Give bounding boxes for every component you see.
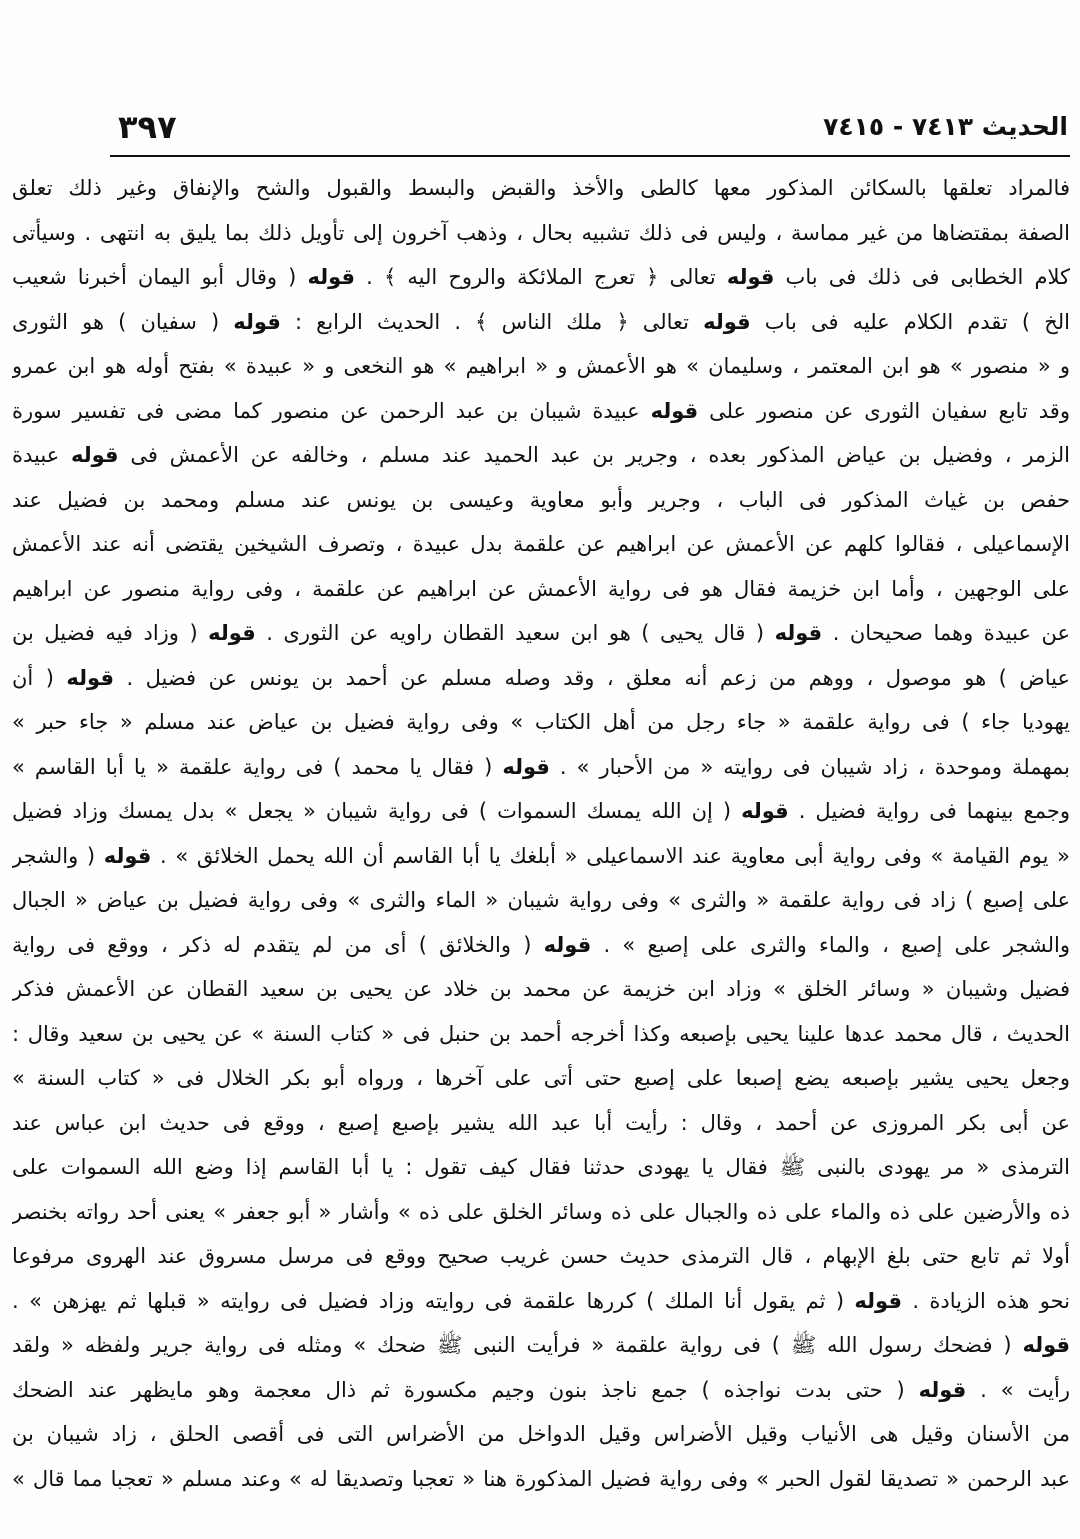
keyword-qawluhu: قوله [307,265,356,289]
keyword-qawluhu: قوله [854,1288,902,1313]
keyword-qawluhu: قوله [543,932,592,957]
keyword-qawluhu: قوله [1022,1333,1070,1357]
text-line: وجمع بينهما فى رواية فضيل . قوله ( إن الله يمسك السموات ) فى رواية شيبان « يجعل » بدل يمسك وزاد فضيل [12,799,1070,823]
page-number: ٣٩٧ [118,108,177,146]
text-line: عن أبى بكر المروزى عن أحمد ، وقال : رأيت أبا عبد الله يشير بإصبع إصبع ، ووقع فى حديث ابن عباس عند [12,1110,1070,1135]
text-line: نحو هذه الزيادة . قوله ( ثم يقول أنا الملك ) كررها علقمة فى روايته وزاد فضيل فى روايته « قبلها ثم يهزهن » . [12,1288,1070,1313]
text-line: على الوجهين ، وأما ابن خزيمة فقال هو فى رواية الأعمش عن ابراهيم عن علقمة ، وفى رواية منصور عن ابراهيم [12,576,1070,601]
header-divider [110,155,1070,157]
keyword-qawluhu: قوله [726,265,775,289]
text-line: كلام الخطابى فى ذلك فى باب قوله تعالى ﴿ تعرج الملائكة والروح اليه ﴾ . قوله ( وقال أبو اليمان أخبرنا شعيب [12,265,1070,289]
text-line: الخ ) تقدم الكلام عليه فى باب قوله تعالى ﴿ ملك الناس ﴾ . الحديث الرابع : قوله ( سفيان ) هو الثورى [12,309,1070,334]
keyword-qawluhu: قوله [918,1377,967,1402]
text-line: فضيل وشيبان « وسائر الخلق » وزاد ابن خزيمة عن محمد بن خلاد عن يحيى بن سعيد القطان عن الأعمش فذكر [12,977,1070,1001]
text-line: عن عبيدة وهما صحيحان . قوله ( قال يحيى ) هو ابن سعيد القطان راويه عن الثورى . قوله ( وزاد فيه فضيل بن [12,621,1070,645]
text-line: وقد تابع سفيان الثورى عن منصور على قوله عبيدة شيبان بن عبد الرحمن عن منصور كما مضى فى تفسير سورة [12,398,1070,423]
keyword-qawluhu: قوله [741,799,789,823]
text-line: قوله ( فضحك رسول الله ﷺ ) فى رواية علقمة « فرأيت النبى ﷺ ضحك » ومثله فى رواية جرير ولفظه « ولقد [12,1333,1070,1357]
text-line: الزمر ، وفضيل بن عياض المذكور بعده ، وجرير بن عبد الحميد عند مسلم ، وخالفه عن الأعمش فى قوله عبيدة [12,443,1070,467]
keyword-qawluhu: قوله [502,754,550,779]
text-line: و « منصور » هو ابن المعتمر ، وسليمان » هو الأعمش و « ابراهيم » هو النخعى و « عبيدة » بفتح أوله هو ابن عمرو [12,354,1070,378]
text-line: الصفة بمقتضاها من غير مماسة ، وليس فى ذلك تشبيه بحال ، وذهب آخرون إلى تأويل ذلك بما يليق به انتهى . وسيأتى [12,220,1070,245]
text-line: حفص بن غياث المذكور فى الباب ، وجرير وأبو معاوية وعيسى بن يونس عند مسلم ومحمد بن فضيل عند [12,487,1070,512]
keyword-qawluhu: قوله [650,398,699,423]
text-line: الإسماعيلى ، فقالوا كلهم عن الأعمش عن ابراهيم عن علقمة بدل عبيدة ، وتصرف الشيخين يقتضى أنه عند الأعمش [12,532,1070,556]
text-line: بمهملة وموحدة ، زاد شيبان فى روايته « من الأحبار » . قوله ( فقال يا محمد ) فى رواية علقمة « يا أبا القاسم » [12,754,1070,779]
page-header [110,108,1068,152]
keyword-qawluhu: قوله [233,309,281,334]
text-line: يهوديا جاء ) فى رواية علقمة « جاء رجل من أهل الكتاب » وفى رواية فضيل بن عياض عند مسلم « جاء حبر » [12,710,1070,734]
keyword-qawluhu: قوله [71,443,119,467]
text-line: من الأسنان وقيل هى الأنياب وقيل الأضراس وقيل الدواخل من الأضراس التى فى أقصى الحلق ، زاد شيبان بن [12,1422,1070,1446]
commentary-text-block [12,166,1070,1501]
keyword-qawluhu: قوله [774,621,823,645]
keyword-qawluhu: قوله [703,309,751,334]
keyword-qawluhu: قوله [103,843,152,868]
text-line: فالمراد تعلقها بالسكائن المذكور معها كالطى والأخذ والقبض والبسط والقبول والشح والإنفاق وغير ذلك تعلق [12,176,1070,200]
text-line: الحديث ، قال محمد عدها علينا يحيى بإصبعه وكذا أخرجه أحمد بن حنبل فى « كتاب السنة » عن يحيى بن سعيد وقال : [12,1021,1070,1046]
text-line: والشجر على إصبع ، والماء والثرى على إصبع » . قوله ( والخلائق ) أى من لم يتقدم له ذكر ، ووقع فى رواية [12,932,1070,957]
text-line: وجعل يحيى يشير بإصبعه يضع إصبعا على إصبع حتى أتى على آخرها ، ورواه أبو بكر الخلال فى « كتاب السنة » [12,1066,1070,1090]
text-line: رأيت » . قوله ( حتى بدت نواجذه ) جمع ناجذ بنون وجيم مكسورة ثم ذال معجمة وهو مايظهر عند الضحك [12,1377,1070,1402]
text-line: « يوم القيامة » وفى رواية أبى معاوية عند الاسماعيلى « أبلغك يا أبا القاسم أن الله يحمل الخلائق » . قوله ( والشجر [12,843,1070,868]
text-line: عبد الرحمن « تصديقا لقول الحبر » وفى رواية فضيل المذكورة هنا « تعجبا وتصديقا له » وعند مسلم « تعجبا مما قال » [12,1466,1070,1491]
text-line: على إصبع ) زاد فى رواية علقمة « والثرى » وفى رواية شيبان « الماء والثرى » وفى رواية فضيل بن عياض « الجبال [12,888,1070,912]
keyword-qawluhu: قوله [66,665,114,690]
text-line: ذه والأرضين على ذه والماء على ذه والجبال على ذه وسائر الخلق على ذه » وأشار « أبو جعفر » يعنى أحد رواته بخنصر [12,1199,1070,1224]
text-line: أولا ثم تابع حتى بلغ الإبهام ، قال الترمذى حديث حسن غريب صحيح ووقع فى مرسل مسروق عند الهروى مرفوعا [12,1244,1070,1268]
text-line: عياض ) هو موصول ، ووهم من زعم أنه معلق ، وقد وصله مسلم عن أحمد بن يونس عن فضيل . قوله ( أن [12,665,1070,690]
keyword-qawluhu: قوله [208,621,256,645]
running-head-hadith-range: الحديث ٧٤١٣ - ٧٤١٥ [823,112,1068,141]
text-line: الترمذى « مر يهودى بالنبى ﷺ فقال يا يهودى حدثنا فقال كيف تقول : يا أبا القاسم إذا وضع الله السموات على [12,1155,1070,1179]
